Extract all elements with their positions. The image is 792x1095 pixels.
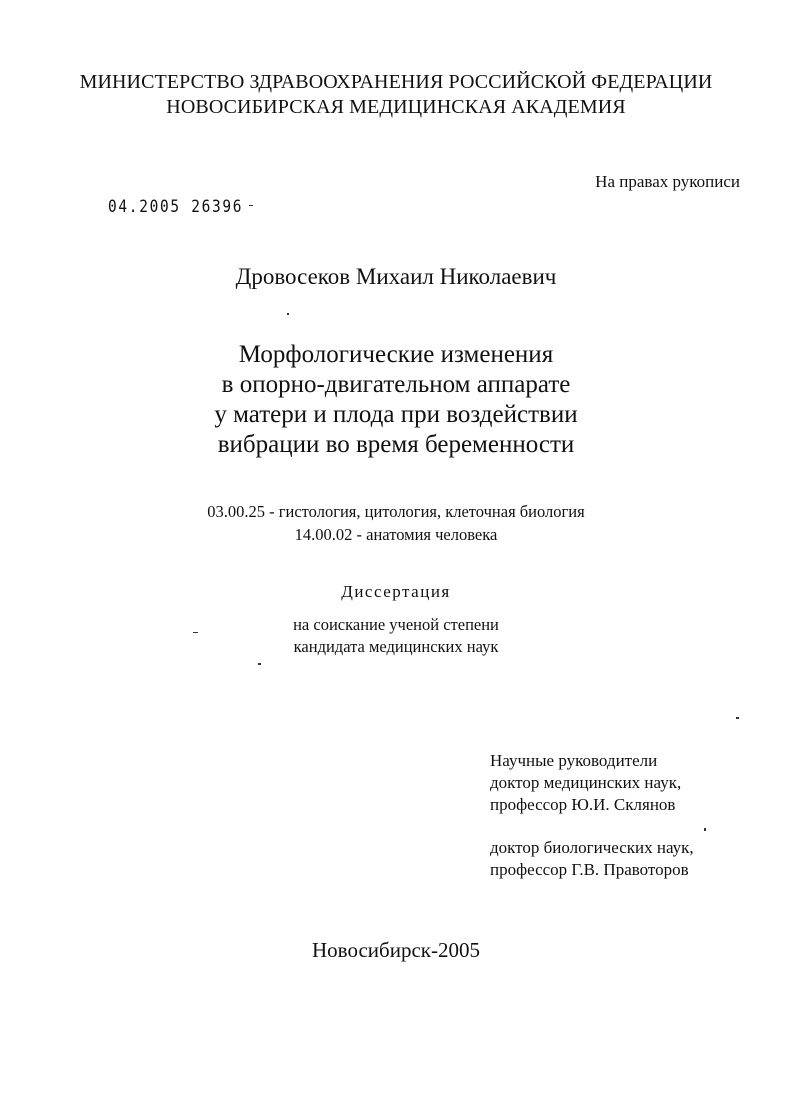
title-line: у матери и плода при воздействии	[214, 401, 578, 428]
supervisor-name: профессор Г.В. Правоторов	[490, 860, 689, 879]
degree-statement	[0, 614, 792, 658]
scan-speck	[193, 632, 198, 633]
document-type: Диссертация	[341, 582, 451, 601]
institution-header	[0, 70, 792, 120]
dissertation-title	[0, 340, 792, 460]
scan-speck	[704, 828, 706, 831]
title-line: вибрации во время беременности	[217, 431, 575, 458]
title-line: в опорно-двигательном аппарате	[221, 371, 571, 398]
specialty-line: 03.00.25 - гистология, цитология, клеточная биология	[207, 502, 585, 521]
author-name: Дровосеков Михаил Николаевич	[235, 264, 557, 289]
degree-line: кандидата медицинских наук	[293, 637, 499, 656]
specialty-line: 14.00.02 - анатомия человека	[294, 525, 498, 544]
rights-note: На правах рукописи	[595, 172, 740, 191]
supervisors-block	[490, 750, 694, 881]
title-line: Морфологические изменения	[238, 341, 554, 368]
registration-number: 04.2005 26396	[108, 197, 244, 217]
supervisor-degree: доктор биологических наук,	[490, 838, 694, 857]
scan-speck	[258, 663, 261, 665]
academy-name: НОВОСИБИРСКАЯ МЕДИЦИНСКАЯ АКАДЕМИЯ	[166, 96, 626, 118]
specialty-codes	[0, 500, 792, 546]
city-year: Новосибирск-2005	[312, 938, 480, 962]
supervisors-heading: Научные руководители	[490, 751, 658, 770]
scan-speck	[287, 313, 289, 315]
supervisor-name: профессор Ю.И. Склянов	[490, 795, 676, 814]
supervisor-degree: доктор медицинских наук,	[490, 773, 682, 792]
degree-line: на соискание ученой степени	[293, 615, 499, 634]
scan-speck	[736, 717, 739, 719]
scan-speck	[249, 205, 253, 206]
ministry-name: МИНИСТЕРСТВО ЗДРАВООХРАНЕНИЯ РОССИЙСКОЙ ФЕДЕРАЦИИ	[79, 71, 713, 93]
